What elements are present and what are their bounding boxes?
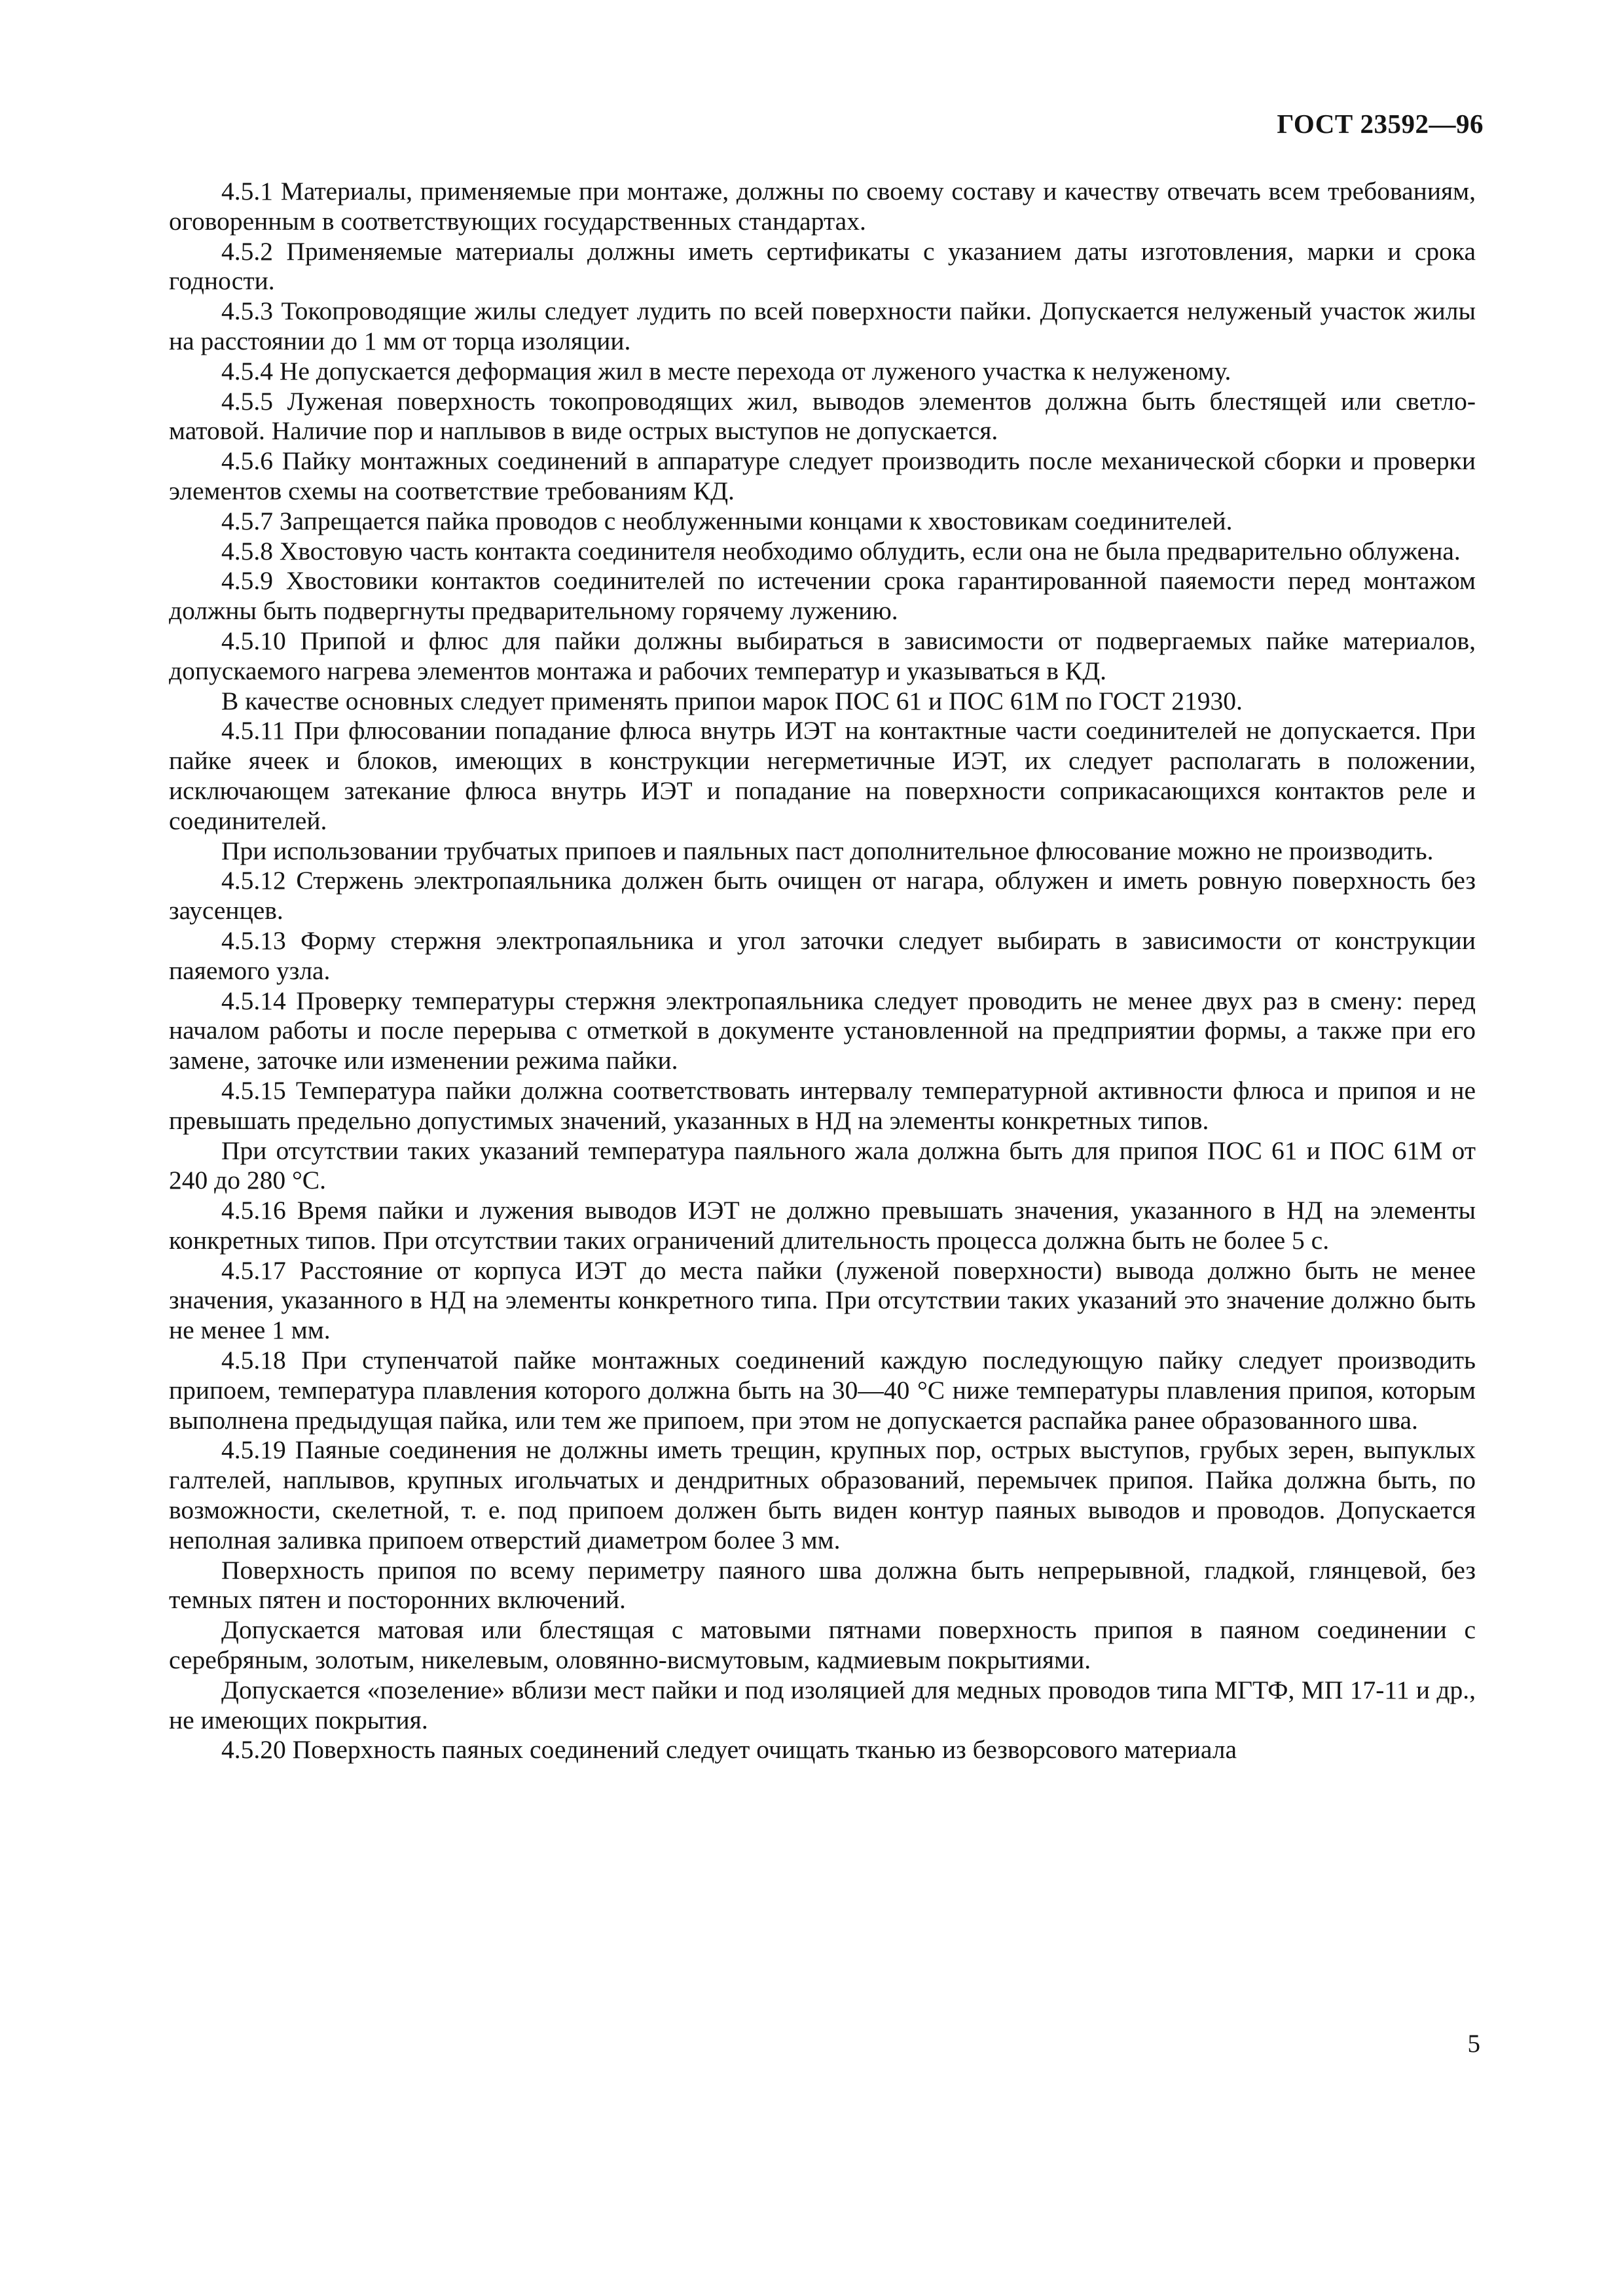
- paragraph-4-5-10: 4.5.10 Припой и флюс для пайки должны выбираться в зависимости от подвергаемых пайке материалов, допускаемого нагрева элементов монтажа и рабочих температур и указываться в КД.: [169, 626, 1476, 685]
- paragraph-4-5-19: 4.5.19 Паяные соединения не должны иметь трещин, крупных пор, острых выступов, грубых зерен, выпуклых галтелей, наплывов, крупных игольчатых и дендритных образований, перемычек припоя. Пайка должна быть, по возможности, скелетной, т. е. под припоем должен быть виден контур паяных выводов и проводов. Допускается неполная заливка припоем отверстий диаметром более 3 мм.: [169, 1435, 1476, 1554]
- paragraph-4-5-19-greening: Допускается «позеление» вблизи мест пайки и под изоляцией для медных проводов типа МГТФ, МП 17-11 и др., не имеющих покрытия.: [169, 1675, 1476, 1734]
- paragraph-4-5-2: 4.5.2 Применяемые материалы должны иметь сертификаты с указанием даты изготовления, марки и срока годности.: [169, 236, 1476, 296]
- paragraph-4-5-19-surface: Поверхность припоя по всему периметру паяного шва должна быть непрерывной, гладкой, глянцевой, без темных пятен и посторонних включений.: [169, 1555, 1476, 1615]
- paragraph-4-5-11: 4.5.11 При флюсовании попадание флюса внутрь ИЭТ на контактные части соединителей не допускается. При пайке ячеек и блоков, имеющих в конструкции негерметичные ИЭТ, их следует располагать в положении, исключающем затекание флюса внутрь ИЭТ и попадание на поверхности соприкасающихся контактов реле и соединителей.: [169, 716, 1476, 835]
- paragraph-4-5-8: 4.5.8 Хвостовую часть контакта соединителя необходимо облудить, если она не была предварительно облужена.: [221, 536, 1461, 565]
- page-number: 5: [1467, 2030, 1480, 2058]
- paragraph-4-5-5: 4.5.5 Луженая поверхность токопроводящих жил, выводов элементов должна быть блестящей или светло-матовой. Наличие пор и наплывов в виде острых выступов не допускается.: [169, 386, 1476, 446]
- document-header: ГОСТ 23592—96: [1277, 109, 1484, 139]
- paragraph-4-5-12: 4.5.12 Стержень электропаяльника должен быть очищен от нагара, облужен и иметь ровную поверхность без заусенцев.: [169, 866, 1476, 925]
- paragraph-4-5-10-note: В качестве основных следует применять припои марок ПОС 61 и ПОС 61М по ГОСТ 21930.: [221, 686, 1243, 715]
- paragraph-4-5-15: 4.5.15 Температура пайки должна соответствовать интервалу температурной активности флюса и припоя и не превышать предельно допустимых значений, указанных в НД на элементы конкретных типов.: [169, 1075, 1476, 1135]
- paragraph-4-5-19-matte: Допускается матовая или блестящая с матовыми пятнами поверхность припоя в паяном соединении с серебряным, золотым, никелевым, оловянно-висмутовым, кадмиевым покрытиями.: [169, 1615, 1476, 1675]
- paragraph-4-5-14: 4.5.14 Проверку температуры стержня электропаяльника следует проводить не менее двух раз в смену: перед началом работы и после перерыва с отметкой в документе установленной на предприятии формы, а также при его замене, заточке или изменении режима пайки.: [169, 986, 1476, 1075]
- paragraph-4-5-20: 4.5.20 Поверхность паяных соединений следует очищать тканью из безворсового материала: [221, 1735, 1237, 1765]
- paragraph-4-5-13: 4.5.13 Форму стержня электропаяльника и угол заточки следует выбирать в зависимости от конструкции паяемого узла.: [169, 925, 1476, 985]
- paragraph-4-5-16: 4.5.16 Время пайки и лужения выводов ИЭТ не должно превышать значения, указанного в НД на элементы конкретных типов. При отсутствии таких ограничений длительность процесса должна быть не более 5 с.: [169, 1196, 1476, 1255]
- paragraph-4-5-18: 4.5.18 При ступенчатой пайке монтажных соединений каждую последующую пайку следует производить припоем, температура плавления которого должна быть на 30—40 °С ниже температуры плавления припоя, которым выполнена предыдущая пайка, или тем же припоем, при этом не допускается распайка ранее образованного шва.: [169, 1346, 1476, 1435]
- paragraph-4-5-6: 4.5.6 Пайку монтажных соединений в аппаратуре следует производить после механической сборки и проверки элементов схемы на соответствие требованиям КД.: [169, 446, 1476, 505]
- paragraph-4-5-7: 4.5.7 Запрещается пайка проводов с необлуженными концами к хвостовикам соединителей.: [221, 506, 1233, 535]
- paragraph-4-5-3: 4.5.3 Токопроводящие жилы следует лудить по всей поверхности пайки. Допускается нелуженый участок жилы на расстоянии до 1 мм от торца изоляции.: [169, 296, 1476, 355]
- document-body: [169, 177, 1476, 1765]
- paragraph-4-5-1: 4.5.1 Материалы, применяемые при монтаже, должны по своему составу и качеству отвечать всем требованиям, оговоренным в соответствующих государственных стандартах.: [169, 177, 1476, 236]
- paragraph-4-5-17: 4.5.17 Расстояние от корпуса ИЭТ до места пайки (луженой поверхности) вывода должно быть не менее значения, указанного в НД на элементы конкретного типа. При отсутствии таких указаний это значение должно быть не менее 1 мм.: [169, 1255, 1476, 1345]
- paragraph-4-5-11-note: При использовании трубчатых припоев и паяльных паст дополнительное флюсование можно не производить.: [221, 836, 1434, 865]
- paragraph-4-5-15-note: При отсутствии таких указаний температура паяльного жала должна быть для припоя ПОС 61 и ПОС 61М от 240 до 280 °С.: [169, 1136, 1476, 1195]
- paragraph-4-5-4: 4.5.4 Не допускается деформация жил в месте перехода от луженого участка к нелуженому.: [221, 356, 1231, 386]
- paragraph-4-5-9: 4.5.9 Хвостовики контактов соединителей по истечении срока гарантированной паяемости перед монтажом должны быть подвергнуты предварительному горячему лужению.: [169, 566, 1476, 626]
